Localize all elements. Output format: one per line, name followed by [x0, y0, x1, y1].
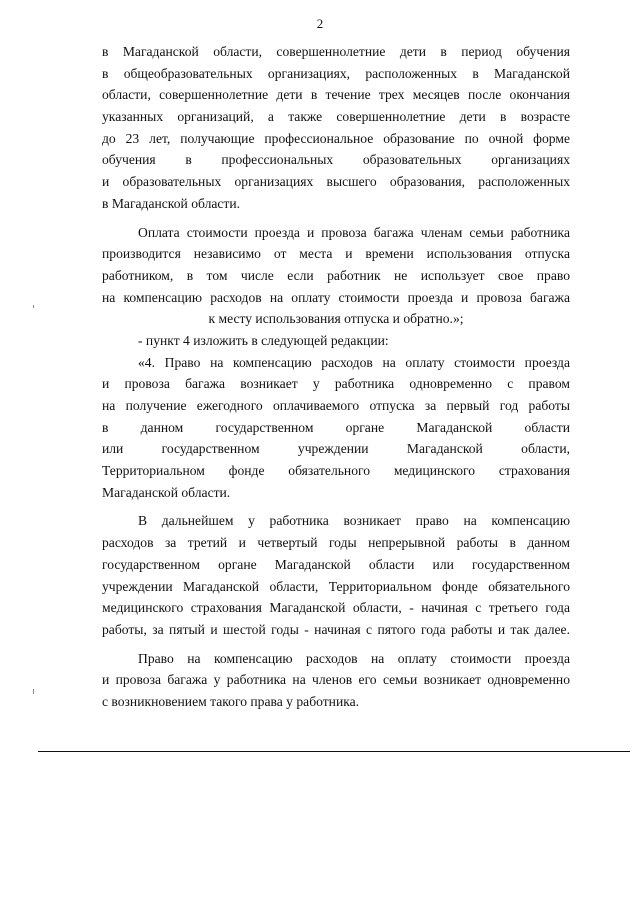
text-line: - пункт 4 изложить в следующей редакции:: [138, 332, 389, 348]
text-line: или государственном учреждении Магаданской области,: [102, 441, 570, 457]
text-line: обучения в профессиональных образовательных организациях: [102, 152, 570, 168]
text-line: в Магаданской области.: [102, 195, 241, 211]
text-line: и провоза багажа у работника на членов его семьи возникает одновременно: [102, 672, 570, 688]
paragraph-5: [102, 510, 570, 640]
text-line: Магаданской области.: [102, 484, 231, 500]
text-line: работы, за пятый и шестой годы - начиная с пятого года работы и так далее.: [102, 621, 570, 637]
text-line: в общеобразовательных организациях, расположенных в Магаданской: [102, 65, 570, 81]
text-line: медицинского страхования Магаданской области, - начиная с третьего года: [102, 600, 570, 616]
text-line: государственном органе Магаданской области или государственном: [102, 556, 570, 572]
text-line: к месту использования отпуска и обратно.»;: [208, 311, 464, 327]
text-line: в данном государственном органе Магаданской области: [102, 419, 570, 435]
paragraph-2: [102, 222, 570, 330]
text-line: с возникновением такого права у работника.: [102, 693, 360, 709]
paragraph-4: [102, 352, 570, 504]
text-line: Оплата стоимости проезда и провоза багажа членам семьи работника: [138, 224, 570, 240]
text-line: указанных организаций, а также совершеннолетние дети в возрасте: [102, 109, 570, 125]
text-line: на компенсацию расходов на оплату стоимости проезда и провоза багажа: [102, 289, 570, 305]
scan-mark: [33, 689, 34, 694]
text-line: и образовательных организациях высшего образования, расположенных: [102, 174, 570, 190]
text-line: и провоза багажа возникает у работника одновременно с правом: [102, 376, 570, 392]
text-line: Право на компенсацию расходов на оплату стоимости проезда: [138, 650, 570, 666]
text-line: в Магаданской области, совершеннолетние дети в период обучения: [102, 44, 570, 59]
text-line: на получение ежегодного оплачиваемого отпуска за первый год работы: [102, 398, 570, 413]
text-line: работником, в том числе если работник не использует свое право: [102, 267, 570, 283]
paragraph-6: [102, 648, 570, 713]
text-line: до 23 лет, получающие профессиональное образование по очной форме: [102, 130, 570, 146]
text-line: Территориальном фонде обязательного медицинского страхования: [102, 463, 570, 479]
paragraph-3: [102, 330, 570, 352]
text-line: расходов за третий и четвертый годы непрерывной работы в данном: [102, 535, 570, 551]
document-body: [102, 41, 570, 713]
page-number: 2: [316, 16, 324, 31]
text-line: «4. Право на компенсацию расходов на оплату стоимости проезда: [138, 354, 570, 370]
bottom-rule: [38, 751, 630, 752]
text-line: области, совершеннолетние дети в течение трех месяцев после окончания: [102, 87, 570, 103]
scan-mark: [33, 305, 34, 308]
paragraph-1: [102, 41, 570, 215]
text-line: учреждении Магаданской области, Территориальном фонде обязательного: [102, 578, 570, 594]
text-line: производится независимо от места и времени использования отпуска: [102, 246, 570, 262]
text-line: В дальнейшем у работника возникает право на компенсацию: [138, 513, 570, 529]
